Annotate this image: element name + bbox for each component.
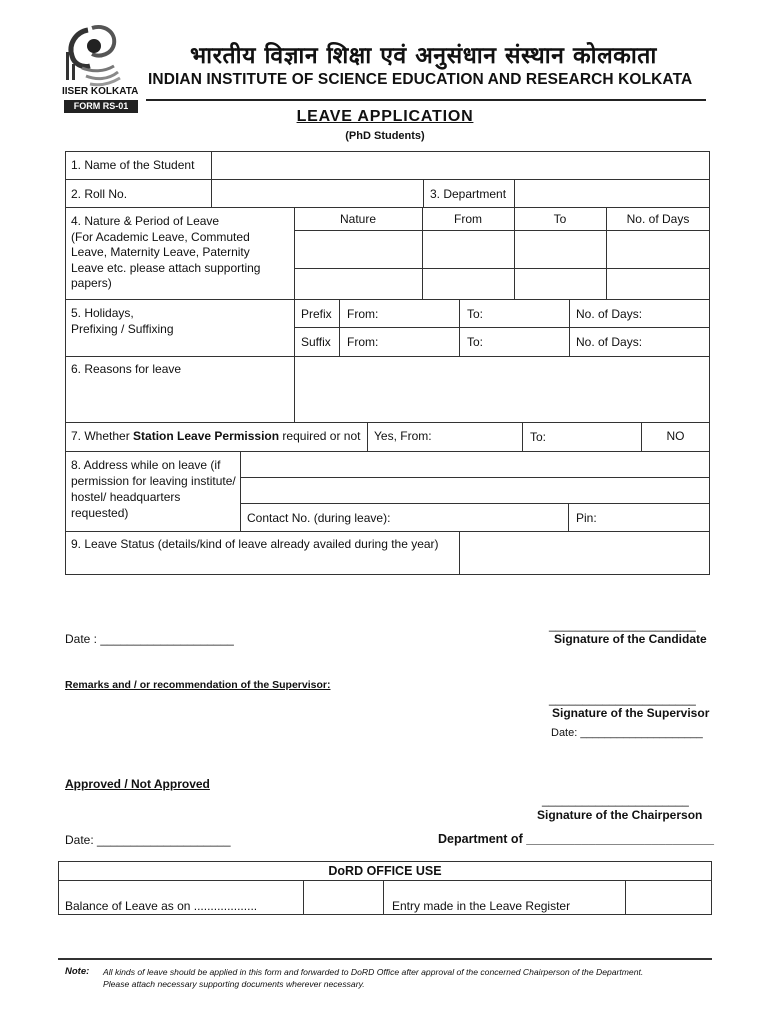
prefix-from-label: From: <box>347 307 379 321</box>
reasons-field[interactable] <box>295 357 709 422</box>
address-field-2[interactable] <box>241 478 709 503</box>
divider <box>367 422 368 451</box>
prefix-from-field[interactable] <box>385 300 459 327</box>
form-title <box>0 108 770 126</box>
station-leave-bold: Station Leave Permission <box>133 429 280 443</box>
suffix-from-field[interactable] <box>385 328 459 356</box>
prefix-to-field[interactable] <box>487 300 569 327</box>
address-field-1[interactable] <box>241 452 709 477</box>
col-from: From <box>454 212 482 226</box>
station-leave-post: required or not <box>279 429 361 443</box>
form-code: FORM RS-01 <box>64 100 138 113</box>
header-rule <box>146 99 706 101</box>
suffix-to-field[interactable] <box>487 328 569 356</box>
leave-nature-label: 4. Nature & Period of Leave (For Academic Leave, Commuted Leave, Maternity Leave, Paternity Leave etc. please attach supporting papers) <box>71 214 261 290</box>
prefix-days-field[interactable] <box>645 300 709 327</box>
holidays-label: 5. Holidays, Prefixing / Suffixing <box>71 306 174 336</box>
leave-to-field-1[interactable] <box>515 231 606 268</box>
supervisor-remarks-label: Remarks and / or recommendation of the Supervisor: <box>65 679 331 691</box>
col-nature: Nature <box>339 212 377 226</box>
roll-no-label: 2. Roll No. <box>71 187 128 201</box>
col-to: To <box>553 212 567 226</box>
suffix-days-label: No. of Days: <box>576 335 643 349</box>
chairperson-signature-label: Signature of the Chairperson <box>537 808 703 822</box>
leave-status-field[interactable] <box>460 532 709 574</box>
suffix-from-label: From: <box>347 335 379 349</box>
leave-register-field[interactable] <box>626 881 711 914</box>
candidate-date[interactable]: Date : ____________________ <box>65 632 234 646</box>
note-rule <box>58 958 712 960</box>
prefix-to-label: To: <box>467 307 484 321</box>
station-to-label[interactable]: To: <box>530 430 547 444</box>
station-leave-pre: 7. Whether <box>71 429 134 443</box>
supervisor-date[interactable]: Date: ____________________ <box>551 727 703 739</box>
approval-status[interactable]: Approved / Not Approved <box>65 777 210 791</box>
leave-balance-field[interactable] <box>304 881 382 914</box>
department-label: 3. Department <box>430 187 507 201</box>
prefix-label: Prefix <box>301 307 332 321</box>
chairperson-date[interactable]: Date: ____________________ <box>65 833 231 847</box>
iiser-logo <box>62 24 142 100</box>
pin-label: Pin: <box>576 511 597 525</box>
supervisor-signature-label: Signature of the Supervisor <box>552 706 710 720</box>
divider <box>423 179 424 207</box>
divider <box>65 422 710 423</box>
student-name-field[interactable] <box>212 152 709 179</box>
note-line-1: All kinds of leave should be applied in this form and forwarded to DoRD Office after approval of the concerned Chairperson of the Department. <box>103 967 644 977</box>
station-leave-label <box>71 428 360 444</box>
note-line-2: Please attach necessary supporting documents wherever necessary. <box>103 979 365 989</box>
note-label: Note: <box>65 966 90 977</box>
leave-days-field-1[interactable] <box>607 231 709 268</box>
suffix-to-label: To: <box>467 335 484 349</box>
leave-from-field-2[interactable] <box>423 269 514 299</box>
col-days: No. of Days <box>626 212 690 226</box>
student-name-label: 1. Name of the Student <box>71 158 195 172</box>
divider <box>58 880 712 881</box>
leave-days-field-2[interactable] <box>607 269 709 299</box>
divider <box>568 503 569 531</box>
station-no-option[interactable]: NO <box>666 429 685 443</box>
leave-to-field-2[interactable] <box>515 269 606 299</box>
candidate-signature-line[interactable]: ______________________ <box>549 618 696 632</box>
reasons-label: 6. Reasons for leave <box>71 362 182 376</box>
divider <box>383 880 384 915</box>
leave-balance-label: Balance of Leave as on ................... <box>65 899 258 913</box>
logo-text: IISER KOLKATA <box>62 86 139 97</box>
office-use-header: DoRD OFFICE USE <box>328 864 442 878</box>
leave-nature-field-2[interactable] <box>295 269 422 299</box>
leave-nature-field-1[interactable] <box>295 231 422 268</box>
supervisor-signature-line[interactable]: ______________________ <box>549 692 696 706</box>
institute-name: INDIAN INSTITUTE OF SCIENCE EDUCATION AND RESEARCH KOLKATA <box>148 71 693 88</box>
address-label: 8. Address while on leave (if permission for leaving institute/ hostel/ headquarters requested) <box>71 458 236 520</box>
station-yes-from-label[interactable]: Yes, From: <box>374 429 432 443</box>
suffix-label: Suffix <box>301 335 331 349</box>
department-of-field[interactable]: Department of ___________________________ <box>438 832 714 846</box>
leave-register-label: Entry made in the Leave Register <box>392 899 571 913</box>
department-field[interactable] <box>515 180 709 207</box>
institute-name-hindi: भारतीय विज्ञान शिक्षा एवं अनुसंधान संस्थान कोलकाता <box>190 43 657 69</box>
divider <box>240 503 710 504</box>
divider <box>65 207 710 208</box>
divider <box>522 422 523 451</box>
prefix-days-label: No. of Days: <box>576 307 643 321</box>
roll-no-field[interactable] <box>212 180 423 207</box>
form-subtitle: (PhD Students) <box>345 130 425 142</box>
chairperson-signature-line[interactable]: ______________________ <box>542 793 689 807</box>
leave-from-field-1[interactable] <box>423 231 514 268</box>
leave-status-label: 9. Leave Status (details/kind of leave already availed during the year) <box>71 537 439 551</box>
form-title-text: LEAVE APPLICATION <box>296 108 474 125</box>
candidate-signature-label: Signature of the Candidate <box>554 632 707 646</box>
suffix-days-field[interactable] <box>645 328 709 356</box>
contact-no-label: Contact No. (during leave): <box>247 511 391 525</box>
